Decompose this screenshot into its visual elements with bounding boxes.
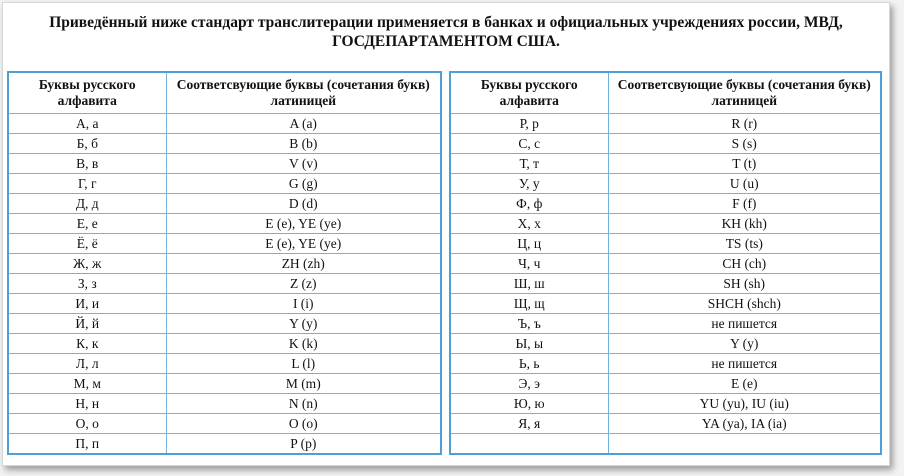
russian-letter-cell: Г, г — [8, 174, 166, 194]
table-row — [450, 274, 881, 294]
title-line-2: ГОСДЕПАРТАМЕНТОМ США. — [332, 33, 560, 50]
latin-equivalent-cell: V (v) — [166, 154, 441, 174]
latin-equivalent-cell: Z (z) — [166, 274, 441, 294]
latin-equivalent-cell: O (o) — [166, 414, 441, 434]
title-line-1: Приведённый ниже стандарт транслитерации применяется в банках и официальных учреждениях россии, МВД, — [49, 14, 843, 31]
latin-equivalent-cell: SH (sh) — [608, 274, 881, 294]
russian-letter-cell: Ъ, ъ — [450, 314, 608, 334]
table-row — [8, 154, 441, 174]
table-row — [8, 194, 441, 214]
latin-equivalent-cell: F (f) — [608, 194, 881, 214]
russian-letter-cell: И, и — [8, 294, 166, 314]
russian-letter-cell: П, п — [8, 434, 166, 455]
latin-equivalent-cell: D (d) — [166, 194, 441, 214]
table-row — [8, 374, 441, 394]
latin-equivalent-cell: Y (y) — [608, 334, 881, 354]
latin-equivalent-cell: CH (ch) — [608, 254, 881, 274]
russian-letter-cell: Ц, ц — [450, 234, 608, 254]
russian-letter-cell: Ж, ж — [8, 254, 166, 274]
table-row — [450, 414, 881, 434]
russian-letter-cell: Е, е — [8, 214, 166, 234]
russian-letter-cell: Ю, ю — [450, 394, 608, 414]
latin-equivalent-cell: L (l) — [166, 354, 441, 374]
latin-equivalent-cell: E (e), YE (ye) — [166, 214, 441, 234]
latin-equivalent-cell: YU (yu), IU (iu) — [608, 394, 881, 414]
russian-letter-cell: О, о — [8, 414, 166, 434]
latin-equivalent-cell: U (u) — [608, 174, 881, 194]
russian-letter-cell — [450, 434, 608, 455]
table-row — [450, 154, 881, 174]
table-row — [8, 314, 441, 334]
table-row — [450, 374, 881, 394]
table-row — [450, 214, 881, 234]
russian-letter-cell: Н, н — [8, 394, 166, 414]
table-row — [450, 114, 881, 134]
latin-equivalent-cell: P (p) — [166, 434, 441, 455]
table-header-row — [450, 72, 881, 114]
latin-equivalent-cell: G (g) — [166, 174, 441, 194]
latin-equivalent-cell: B (b) — [166, 134, 441, 154]
russian-letter-cell: С, с — [450, 134, 608, 154]
latin-equivalent-cell: I (i) — [166, 294, 441, 314]
latin-equivalent-cell: Y (y) — [166, 314, 441, 334]
table-row — [8, 174, 441, 194]
table-row — [8, 334, 441, 354]
table-header-row — [8, 72, 441, 114]
table-row — [8, 274, 441, 294]
latin-equivalent-cell: N (n) — [166, 394, 441, 414]
latin-equivalent-cell: KH (kh) — [608, 214, 881, 234]
russian-letter-cell: Д, д — [8, 194, 166, 214]
russian-letter-cell: З, з — [8, 274, 166, 294]
latin-equivalent-cell: A (a) — [166, 114, 441, 134]
russian-letter-cell: Ы, ы — [450, 334, 608, 354]
latin-equivalent-cell: K (k) — [166, 334, 441, 354]
latin-equivalent-cell: E (e), YE (ye) — [166, 234, 441, 254]
russian-letter-cell: Л, л — [8, 354, 166, 374]
latin-equivalent-cell: T (t) — [608, 154, 881, 174]
russian-letter-cell: Ч, ч — [450, 254, 608, 274]
header-russian: Буквы русского алфавита — [450, 72, 608, 114]
russian-letter-cell: Щ, щ — [450, 294, 608, 314]
russian-letter-cell: Ф, ф — [450, 194, 608, 214]
table-row — [8, 354, 441, 374]
table-row — [450, 354, 881, 374]
table-row — [450, 234, 881, 254]
russian-letter-cell: Р, р — [450, 114, 608, 134]
russian-letter-cell: Т, т — [450, 154, 608, 174]
table-row — [8, 134, 441, 154]
latin-equivalent-cell: SHCH (shch) — [608, 294, 881, 314]
table-row — [450, 314, 881, 334]
latin-equivalent-cell: ZH (zh) — [166, 254, 441, 274]
table-row — [8, 294, 441, 314]
latin-equivalent-cell: S (s) — [608, 134, 881, 154]
table-row — [8, 254, 441, 274]
latin-equivalent-cell: не пишется — [608, 314, 881, 334]
russian-letter-cell: Ё, ё — [8, 234, 166, 254]
russian-letter-cell: Х, х — [450, 214, 608, 234]
table-row — [8, 114, 441, 134]
page-title — [3, 13, 889, 51]
latin-equivalent-cell: не пишется — [608, 354, 881, 374]
russian-letter-cell: В, в — [8, 154, 166, 174]
table-row — [450, 254, 881, 274]
russian-letter-cell: Я, я — [450, 414, 608, 434]
table-row — [8, 214, 441, 234]
table-row — [8, 414, 441, 434]
right-transliteration-table — [449, 71, 882, 455]
table-row — [450, 394, 881, 414]
left-transliteration-table — [7, 71, 442, 455]
table-row — [450, 294, 881, 314]
header-russian: Буквы русского алфавита — [8, 72, 166, 114]
header-latin: Соответсвующие буквы (сочетания букв) латиницей — [608, 72, 881, 114]
latin-equivalent-cell — [608, 434, 881, 455]
russian-letter-cell: М, м — [8, 374, 166, 394]
table-row — [8, 234, 441, 254]
russian-letter-cell: К, к — [8, 334, 166, 354]
header-latin: Соответсвующие буквы (сочетания букв) латиницей — [166, 72, 441, 114]
russian-letter-cell: Э, э — [450, 374, 608, 394]
latin-equivalent-cell: R (r) — [608, 114, 881, 134]
russian-letter-cell: А, а — [8, 114, 166, 134]
table-row — [8, 434, 441, 455]
table-row — [450, 174, 881, 194]
table-row — [450, 134, 881, 154]
table-row — [450, 434, 881, 455]
latin-equivalent-cell: TS (ts) — [608, 234, 881, 254]
russian-letter-cell: Б, б — [8, 134, 166, 154]
russian-letter-cell: Ш, ш — [450, 274, 608, 294]
latin-equivalent-cell: M (m) — [166, 374, 441, 394]
russian-letter-cell: У, у — [450, 174, 608, 194]
table-row — [8, 394, 441, 414]
table-row — [450, 194, 881, 214]
table-row — [450, 334, 881, 354]
latin-equivalent-cell: E (e) — [608, 374, 881, 394]
russian-letter-cell: Й, й — [8, 314, 166, 334]
latin-equivalent-cell: YA (ya), IA (ia) — [608, 414, 881, 434]
russian-letter-cell: Ь, ь — [450, 354, 608, 374]
